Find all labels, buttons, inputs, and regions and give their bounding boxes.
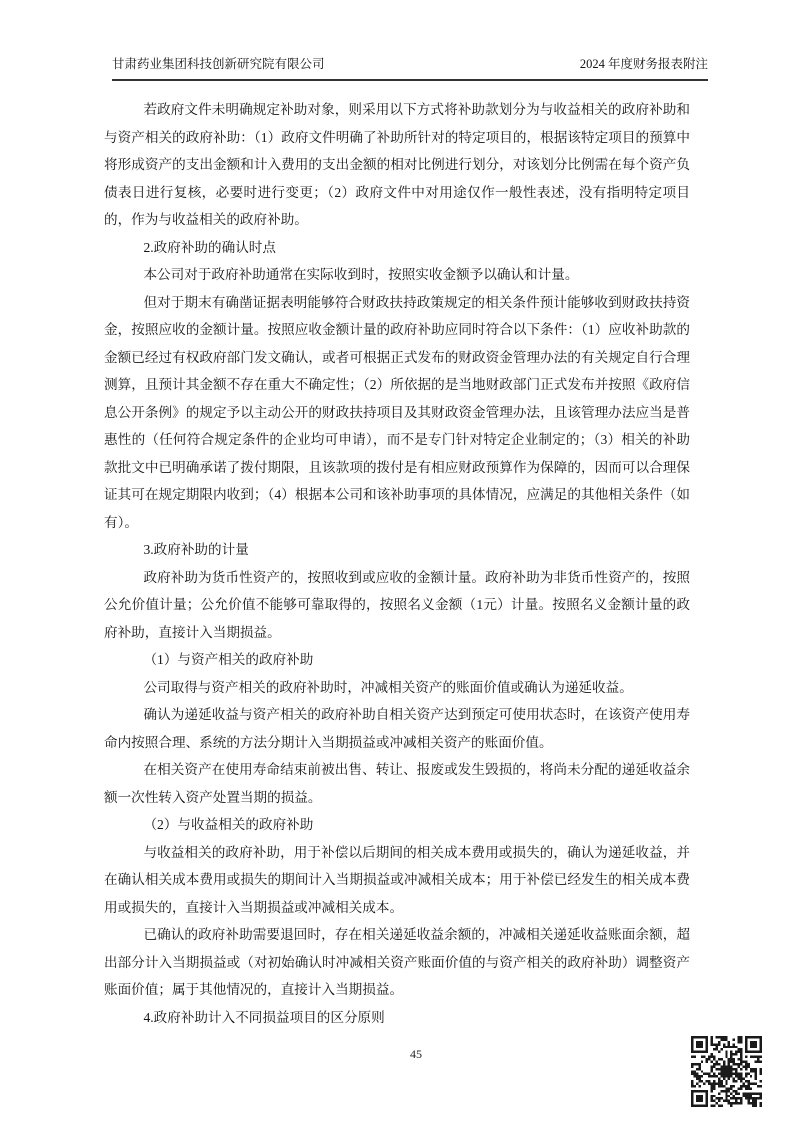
body-paragraph: 3.政府补助的计量: [143, 542, 249, 557]
body-paragraph: （1）与资产相关的政府补助: [143, 652, 314, 667]
body-paragraph: 在相关资产在使用寿命结束前被出售、转让、报废或发生毁损的，将尚未分配的递延收益余额一次性转入资产处置当期的损益。: [104, 762, 690, 805]
body-paragraph: 政府补助为货币性资产的，按照收到或应收的金额计量。政府补助为非货币性资产的，按照公允价值计量；公允价值不能够可靠取得的，按照名义金额（1元）计量。按照名义金额计量的政府补助，直接计入当期损益。: [104, 569, 690, 640]
body-paragraph: 与收益相关的政府补助，用于补偿以后期间的相关成本费用或损失的，确认为递延收益，并在确认相关成本费用或损失的期间计入当期损益或冲减相关成本；用于补偿已经发生的相关成本费用或损失的，直接计入当期损益或冲减相关成本。: [104, 844, 690, 915]
body-paragraph: 公司取得与资产相关的政府补助时，冲减相关资产的账面价值或确认为递延收益。: [143, 679, 633, 695]
body-paragraph: 4.政府补助计入不同损益项目的区分原则: [143, 1009, 385, 1025]
body-paragraph: 已确认的政府补助需要退回时，存在相关递延收益余额的，冲减相关递延收益账面余额，超出部分计入当期损益或（对初始确认时冲减相关资产账面价值的与资产相关的政府补助）调整资产账面价值；属于其他情况的，直接计入当期损益。: [104, 927, 690, 997]
qr-code-icon: [691, 1035, 762, 1108]
body-paragraph: （2）与收益相关的政府补助: [143, 817, 314, 832]
body-paragraph: 2.政府补助的确认时点: [143, 239, 276, 255]
body-paragraph: 确认为递延收益与资产相关的政府补助自相关资产达到预定可使用状态时，在该资产使用寿命内按照合理、系统的方法分期计入当期损益或冲减相关资产的账面价值。: [104, 707, 690, 750]
header-doc-title: 2024 年度财务报表附注: [579, 57, 708, 71]
header-company-name: 甘肃药业集团科技创新研究院有限公司: [112, 57, 325, 71]
body-paragraph: 若政府文件未明确规定补助对象，则采用以下方式将补助款划分为与收益相关的政府补助和与资产相关的政府补助：（1）政府文件明确了补助所针对的特定项目的，根据该特定项目的预算中将形成资产的支出金额和计入费用的支出金额的相对比例进行划分，对该划分比例需在每个资产负债表日进行复核，必要时进行变更；（2）政府文件中对用途仅作一般性表述，没有指明特定项目的，作为与收益相关的政府补助。: [104, 102, 690, 227]
document-body: [104, 96, 690, 1031]
page-header: [112, 54, 708, 81]
body-paragraph: 本公司对于政府补助通常在实际收到时，按照实收金额予以确认和计量。: [143, 267, 579, 282]
body-paragraph: 但对于期末有确凿证据表明能够符合财政扶持政策规定的相关条件预计能够收到财政扶持资金，按照应收的金额计量。按照应收金额计量的政府补助应同时符合以下条件：（1）应收补助款的金额已经过有权政府部门发文确认，或者可根据正式发布的财政资金管理办法的有关规定自行合理测算，且预计其金额不存在重大不确定性；（2）所依据的是当地财政部门正式发布并按照《政府信息公开条例》的规定予以主动公开的财政扶持项目及其财政资金管理办法，且该管理办法应当是普惠性的（任何符合规定条件的企业均可申请），而不是专门针对特定企业制定的；（3）相关的补助款批文中已明确承诺了拨付期限，且该款项的拨付是有相应财政预算作为保障的，因而可以合理保证其可在规定期限内收到；（4）根据本公司和该补助事项的具体情况，应满足的其他相关条件（如有）。: [104, 294, 690, 530]
page-number: 45: [410, 1047, 422, 1061]
